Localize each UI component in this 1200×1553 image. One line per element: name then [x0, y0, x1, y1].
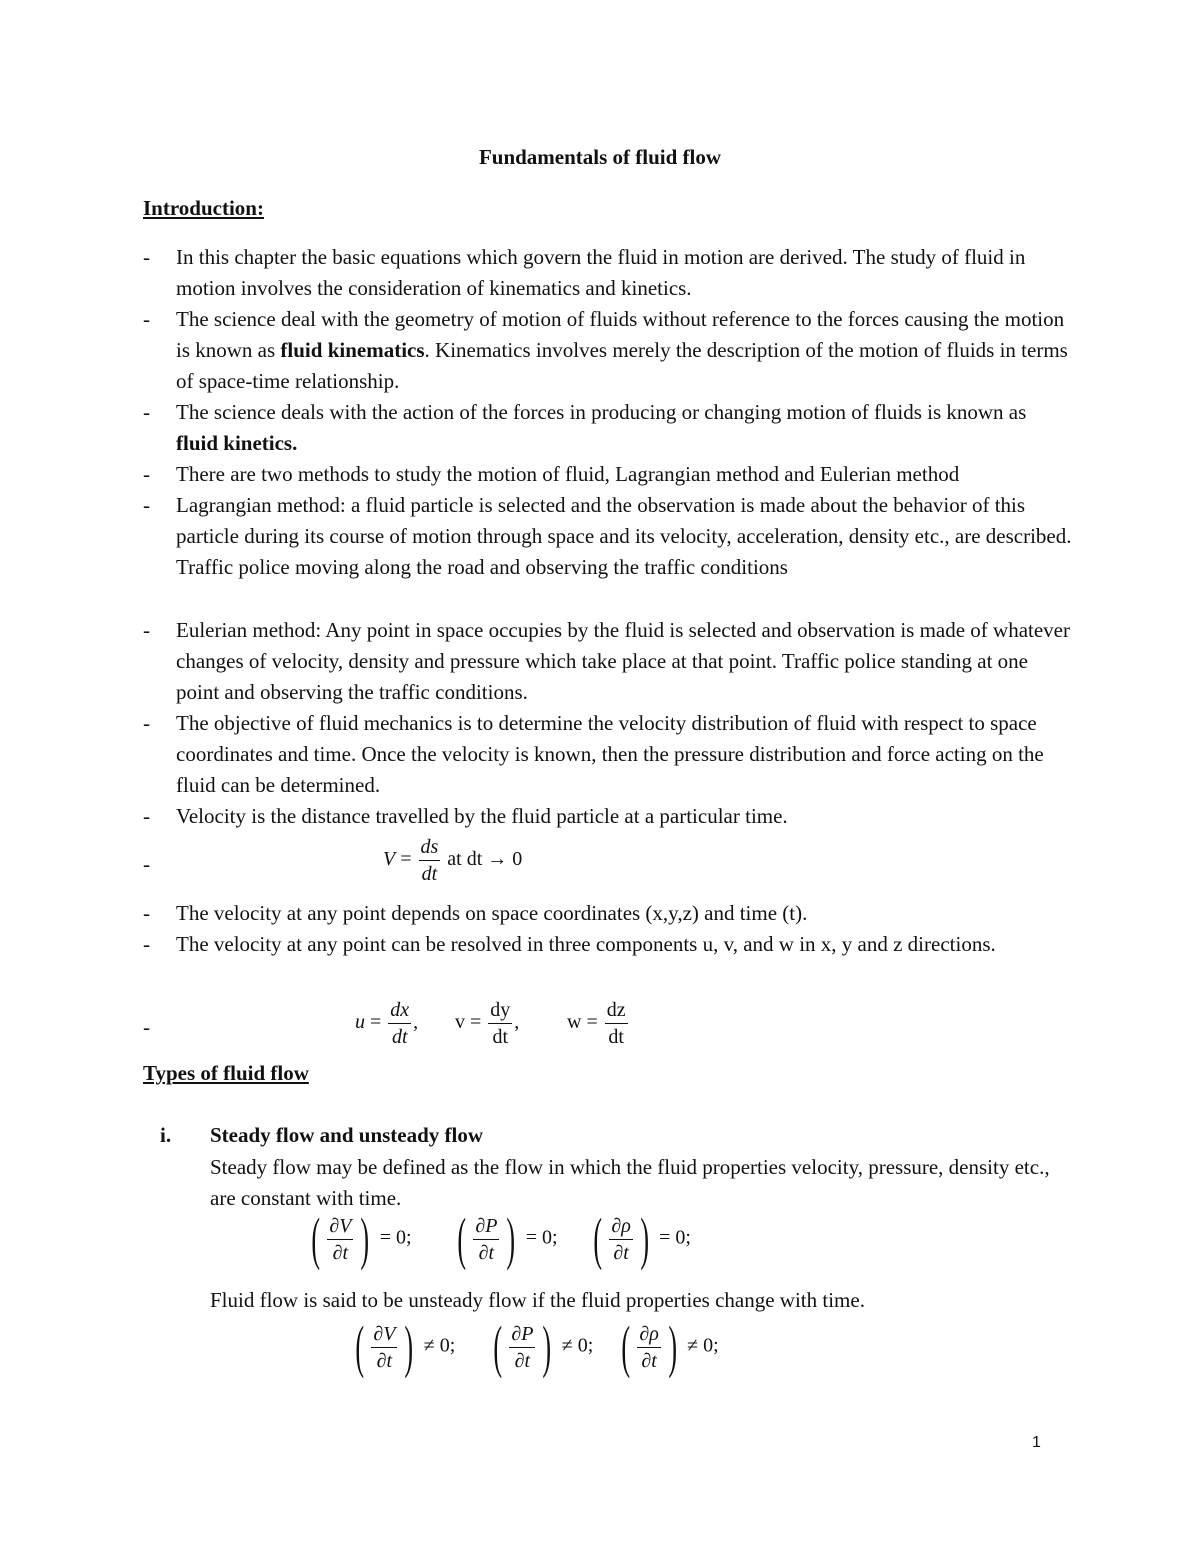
equation-v: v = $\frac{dy}{dt}$ , [455, 999, 520, 1048]
equation-w: w = $\frac{dz}{dt}$ [567, 999, 626, 1048]
equation-unsteady-density: ( $\frac{\partial\rho}{\partial t}$ ) ≠ 0; [621, 1314, 719, 1379]
equation-u: u = $\frac{dx}{dt}$ , [355, 999, 419, 1048]
list-item: - The science deals with the action of the forces in producing or changing motion of fluids is known as fluid kinetics. [143, 400, 1027, 455]
page-number: 1 [1032, 1434, 1041, 1451]
list-item: - Velocity is the distance travelled by the fluid particle at a particular time. [143, 804, 788, 828]
list-item: - The objective of fluid mechanics is to determine the velocity distribution of fluid with respect to space coordinates and time. Once the velocity is known, then the pressure distribution and force acting on the fluid can be determined. [143, 711, 1044, 797]
introduction-heading: Introduction: [143, 196, 264, 220]
list-item: - In this chapter the basic equations which govern the fluid in motion are derived. The study of fluid in motion involves the consideration of kinematics and kinetics. [143, 245, 1026, 300]
term-fluid-kinetics: fluid kinetics. [176, 431, 298, 455]
component-equations: - u = $\frac{dx}{dt}$ , v = $\frac{dy}{dt}$ , w = $\frac{dz}{dt}$ [143, 993, 1073, 1063]
steady-flow-definition: Steady flow may be defined as the flow in which the fluid properties velocity, pressure, density etc., are constant with time. [210, 1155, 1050, 1210]
page-title: Fundamentals of fluid flow [478, 145, 722, 169]
list-item: - The velocity at any point depends on space coordinates (x,y,z) and time (t). [143, 901, 808, 925]
types-heading: Types of fluid flow [143, 1061, 309, 1085]
equation-steady-pressure: ( $\frac{\partial P}{\partial t}$ ) = 0; [457, 1206, 558, 1271]
list-item: - The science deal with the geometry of motion of fluids without reference to the forces causing the motion is known as fluid kinematics. Kinematics involves merely the description of the motion of fluids in terms of space-time relationship. [143, 307, 1068, 393]
steady-flow-equations [306, 1206, 806, 1280]
subsection-heading: i. Steady flow and unsteady flow [160, 1123, 484, 1147]
equation-steady-velocity: ( $\frac{\partial V}{\partial t}$ ) = 0; [311, 1206, 412, 1271]
unsteady-flow-definition: Fluid flow is said to be unsteady flow if the fluid properties change with time. [210, 1288, 865, 1312]
fraction: $\frac{ds}{dt}$ [420, 836, 439, 885]
list-item: - The velocity at any point can be resolved in three components u, v, and w in x, y and z directions. [143, 932, 996, 956]
unsteady-flow-equations [350, 1314, 850, 1388]
list-item: - There are two methods to study the motion of fluid, Lagrangian method and Eulerian method [143, 462, 960, 486]
list-item: - Eulerian method: Any point in space occupies by the fluid is selected and observation is made of whatever changes of velocity, density and pressure which take place at that point. Traffic police standing at one point and observing the traffic conditions. [143, 618, 1070, 704]
equation-unsteady-pressure: ( $\frac{\partial P}{\partial t}$ ) ≠ 0; [493, 1314, 594, 1379]
term-fluid-kinematics: fluid kinematics [280, 338, 425, 362]
velocity-equation: - V = $\frac{ds}{dt}$ at dt → 0 [143, 836, 523, 885]
equation-steady-density: ( $\frac{\partial\rho}{\partial t}$ ) = 0; [593, 1206, 691, 1271]
equation-unsteady-velocity: ( $\frac{\partial V}{\partial t}$ ) ≠ 0; [355, 1314, 456, 1379]
list-item: - Lagrangian method: a fluid particle is selected and the observation is made about the behavior of this particle during its course of motion through space and its velocity, acceleration, density etc., are described. Traffic police moving along the road and observing the traffic conditions [143, 493, 1072, 579]
